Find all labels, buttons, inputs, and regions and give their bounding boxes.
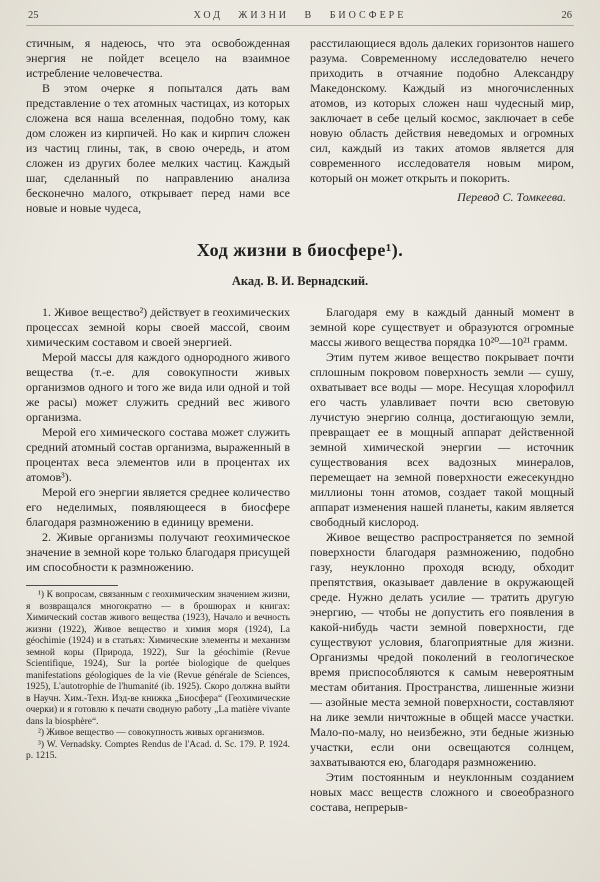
body-paragraph: Благодаря ему в каждый данный момент в земной коре существует и образуются огромные массы живого вещества порядка 10²⁰—10²¹ грамм. [310, 305, 574, 349]
body-paragraph: Мерой его энергии является среднее количество его неделимых, появляющееся в биосфере благодаря размножению в единицу времени. [26, 485, 290, 529]
article-body [26, 305, 574, 815]
footnote: ³) W. Vernadsky. Comptes Rendus de l'Acad. d. Sc. 179. P. 1924. p. 1215. [26, 739, 290, 761]
body-paragraph: Мерой массы для каждого однородного живого вещества (т.-е. для совокупности живых организмов одного и того же вида или одной и той же расы) может служить средний вес живого организма. [26, 350, 290, 424]
page-number-left: 25 [28, 10, 39, 21]
intro-right-text [310, 36, 574, 186]
article-title: Ход жизни в биосфере¹). [196, 240, 404, 260]
article-left-text [26, 305, 290, 575]
intro-right-column [310, 36, 574, 216]
intro-section [26, 36, 574, 216]
body-paragraph: Живое вещество распространяется по земной поверхности благодаря размножению, подобно газу, неуклонно проходя всюду, обходит препятствия, оказывает давление в окружающей среде. Нужно делать усилие — тратить другую энергию, — чтобы не допустить его появления в какой-нибудь части земной поверхности, где существуют условия, благоприятные для жизни. Организмы чредой поколений в геологическое время приспособляются к самым невероятным местам обитания. Пространства, лишенные жизни — азойные места земной поверхности, составляют на лике земли ничтожные в общей массе участки. Мало-по-малу, но неизбежно, эти бедные жизнью участки, если они освещаются солнцем, захватываются ею, благодаря размножению. [310, 530, 574, 769]
intro-paragraph: расстилающиеся вдоль далеких горизонтов нашего разума. Современному исследователю нечего приходить в отчаяние подобно Александру Македонскому. Каждый из многочисленных атомов, из которых сложен наш чудесный мир, заключает в себе целый космос, заключает в себе новую область действия неведомых и огромных сил, каждый из таких атомов является для современного исследователя новым миром, который он может открыть и покорить. [310, 36, 574, 185]
footnote: ²) Живое вещество — совокупность живых организмов. [38, 728, 265, 738]
footnotes [26, 590, 290, 763]
intro-left-column [26, 36, 290, 216]
body-paragraph: 1. Живое вещество²) действует в геохимических процессах земной коры своей массой, своим химическим составом и своей энергией. [26, 305, 290, 349]
intro-paragraph: В этом очерке я попытался дать вам представление о тех атомных частицах, из которых сложена вся наша вселенная, подобно тому, как дом сложен из кирпичей. Но как и кирпич сложен из частиц глины, так, в свою очередь, и атом сложен из других более мелких частиц. Каждый шаг, сделанный по направлению анализа бесконечно малого, открывает перед нами все новые и новые чудеса, [26, 81, 290, 215]
article-author: Акад. В. И. Вернадский. [231, 274, 369, 288]
running-title: ХОД ЖИЗНИ В БИОСФЕРЕ [193, 10, 407, 21]
footnote-separator [26, 585, 118, 586]
body-paragraph: 2. Живые организмы получают геохимическое значение в земной коре только благодаря присущей им способности к размножению. [26, 530, 290, 574]
page-number-right: 26 [561, 10, 572, 21]
translator-credit: Перевод С. Томкеева. [457, 190, 566, 204]
intro-paragraph: стичным, я надеюсь, что эта освобожденная энергия не пойдет всецело на взаимное истребление человечества. [26, 36, 290, 80]
page-header [26, 8, 574, 26]
footnote: ¹) К вопросам, связанным с геохимическим значением жизни, я возвращался многократно — в брошюрах и книгах: Химический состав живого вещества (1923), Начало и вечность жизни (1922), Живое вещество и химия моря (1924), La géochimie (1924) и в статьях: Химические элементы и механизм земной коры (Природа, 1922), Sur la géochimie (Revue Scientifique, 1924), Sur la portée biologique de quelques manifestations géologiques de la vie (Revue générale de Sciences, 1925), L'autotrophie de l'humanité (ib. 1925). Скоро должна выйти в Научн. Хим.-Техн. Изд-ве книжка „Биосфера“ (Геохимические очерки) и я готовлю к печати сводную работу „La matière vivante dans la biosphère“. [26, 590, 290, 727]
body-paragraph: Этим постоянным и неуклонным созданием новых масс веществ сложного и своеобразного состава, непрерыв- [310, 770, 574, 814]
body-paragraph: Мерой его химического состава может служить средний атомный состав организма, выраженный в процентах веса элементов или в процентах их атомов³). [26, 425, 290, 484]
article-left-column [26, 305, 290, 815]
body-paragraph: Этим путем живое вещество покрывает почти сплошным покровом поверхность земли — сушу, охватывает все воды — море. Несущая хлорофилл его часть улавливает почти всю световую лучистую энергию солнца, достигающую земли, превращает ее в мощный аппарат действенной земной химической энергии — источник существования всех вадозных минералов, перемещает на земной поверхности ежесекундно миллионы тонн атомов, создает такой мощный аппарат изменения нашей планеты, каким является свободный кислород. [310, 350, 574, 529]
article-right-column [310, 305, 574, 815]
